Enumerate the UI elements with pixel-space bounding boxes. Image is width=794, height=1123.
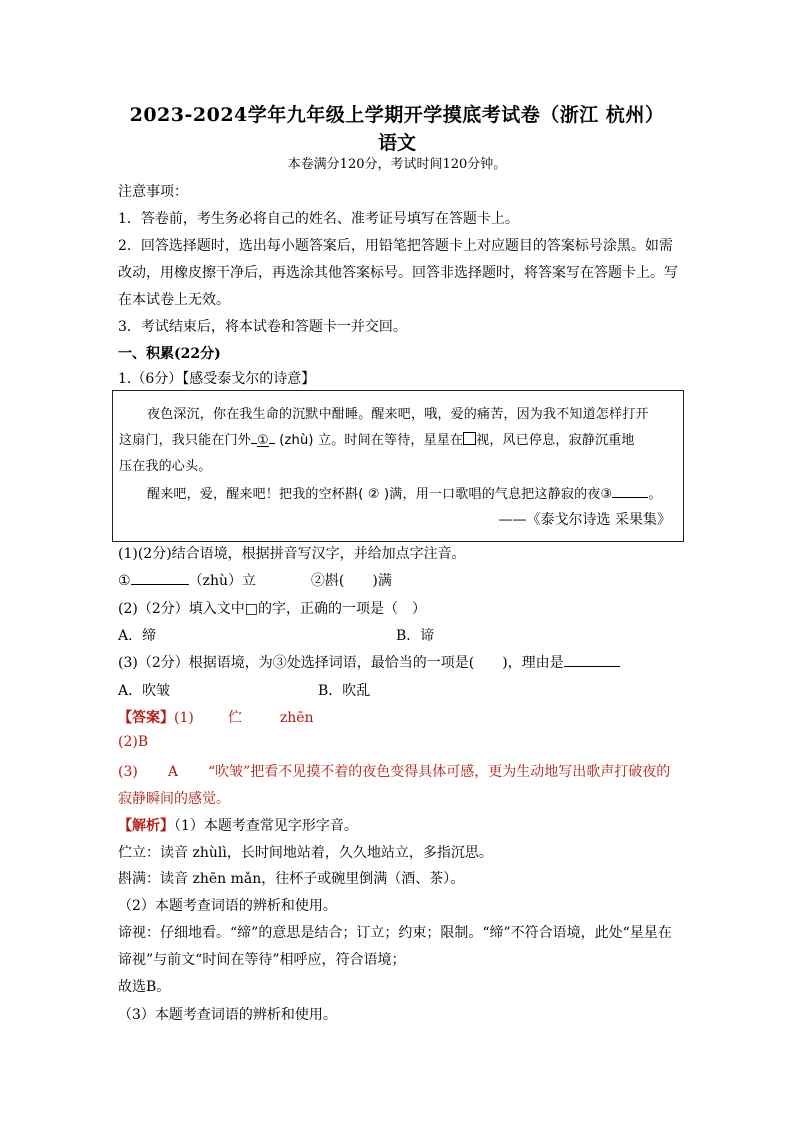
- subject-title: 语文: [377, 132, 416, 154]
- analysis-line: 谛视：仔细地看。“缔”的意思是结合；订立；约束；限制。“缔”不符合语境，此处“星星在: [118, 925, 672, 941]
- option-a: A．缔: [118, 628, 157, 644]
- poem-text: (zhù) 立。时间在等待，星星在: [279, 433, 464, 448]
- note-item: 1．答卷前，考生务必将自己的姓名、准考证号填写在答题卡上。: [118, 211, 519, 227]
- note-item: 改动，用橡皮擦干净后，再选涂其他答案标号。回答非选择题时，将答案写在答题卡上。写: [118, 265, 678, 281]
- section-heading: 一、积累(22分): [118, 346, 221, 362]
- blank-text: （zhù）立: [188, 573, 256, 589]
- answer-label: 【答案】: [118, 710, 174, 726]
- answer-line: 【答案】(1) 伫 zhēn: [118, 710, 314, 726]
- blank-text: ②斟(: [310, 573, 345, 589]
- poem-source: ——《泰戈尔诗选 采果集》: [498, 512, 671, 528]
- blank-underline: [269, 430, 275, 444]
- blank-text: )满: [372, 573, 392, 589]
- note-item: 3．考试结束后，将本试卷和答题卡一并交回。: [118, 319, 407, 335]
- poem-text: )满，用一口歌唱的气息把这静寂的夜③: [384, 487, 613, 502]
- poem-line: 夜色深沉，你在我生命的沉默中酣睡。醒来吧，哦，爱的痛苦，因为我不知道怎样打开: [147, 407, 649, 422]
- note-item: 2．回答选择题时，选出每小题答案后，用铅笔把答题卡上对应题目的答案标号涂黑。如需: [118, 238, 673, 254]
- poem-text: 醒来吧，爱，醒来吧！把我的空杯斟(: [147, 487, 364, 502]
- analysis-line: 故选B。: [118, 979, 171, 995]
- poem-text: 视，风已停息，寂静沉重地: [476, 433, 635, 448]
- subquestion-1: (1)(2分)结合语境，根据拼音写汉字，并给加点字注音。: [118, 546, 466, 562]
- blank-marker: ②: [367, 487, 380, 502]
- note-item: 在本试卷上无效。: [118, 292, 230, 308]
- blank-square: [463, 432, 476, 445]
- poem-text: 。: [648, 487, 662, 502]
- blank-marker: ①: [257, 433, 269, 448]
- poem-line: [147, 483, 662, 502]
- notes-heading: 注意事项：: [118, 184, 188, 200]
- blank-marker: ①: [118, 573, 131, 589]
- analysis-line: 伫立：读音 zhùlì，长时间地站着，久久地站立，多指沉思。: [118, 845, 493, 861]
- analysis-line: 斟满：读音 zhēn mǎn，往杯子或碗里倒满（酒、茶）。: [118, 871, 465, 887]
- analysis-line: （2）本题考查词语的辨析和使用。: [118, 898, 337, 914]
- blank-underline: [564, 653, 620, 667]
- answer-line: 寂静瞬间的感觉。: [118, 791, 230, 807]
- subquestion-1-blanks: [118, 570, 392, 590]
- option-a: A．吹皱: [118, 683, 171, 699]
- answer-line: (2)B: [118, 734, 149, 750]
- poem-text: 这扇门，我只能在门外: [119, 433, 252, 448]
- analysis-line: 谛视”与前文“时间在等待”相呼应，符合语境；: [118, 952, 406, 968]
- option-b: B．谛: [396, 628, 435, 644]
- exam-info: 本卷满分120分，考试时间120分钟。: [287, 157, 507, 172]
- question-title: 1.（6分）【感受泰戈尔的诗意】: [118, 371, 316, 387]
- exam-title: 2023-2024学年九年级上学期开学摸底考试卷（浙江 杭州）: [129, 104, 665, 126]
- subquestion-2: (2)（2分）填入文中□的字，正确的一项是（ ）: [118, 601, 426, 617]
- analysis-line: （3）本题考查词语的辨析和使用。: [118, 1007, 337, 1023]
- blank-underline: [612, 484, 648, 498]
- option-b: B．吹乱: [318, 683, 371, 699]
- analysis-line: 【解析】（1）本题考查常见字形字音。: [118, 818, 358, 834]
- poem-line: 压在我的心头。: [119, 459, 212, 474]
- answer-line: (3) A “吹皱”把看不见摸不着的夜色变得具体可感，更为生动地写出歌声打破夜的: [118, 764, 671, 780]
- blank-underline: [131, 571, 189, 585]
- poem-box: [112, 390, 684, 542]
- poem-line: [119, 429, 635, 448]
- subquestion-3: (3)（2分）根据语境，为③处选择词语，最恰当的一项是( )，理由是: [118, 652, 620, 672]
- analysis-label: 【解析】: [118, 818, 174, 834]
